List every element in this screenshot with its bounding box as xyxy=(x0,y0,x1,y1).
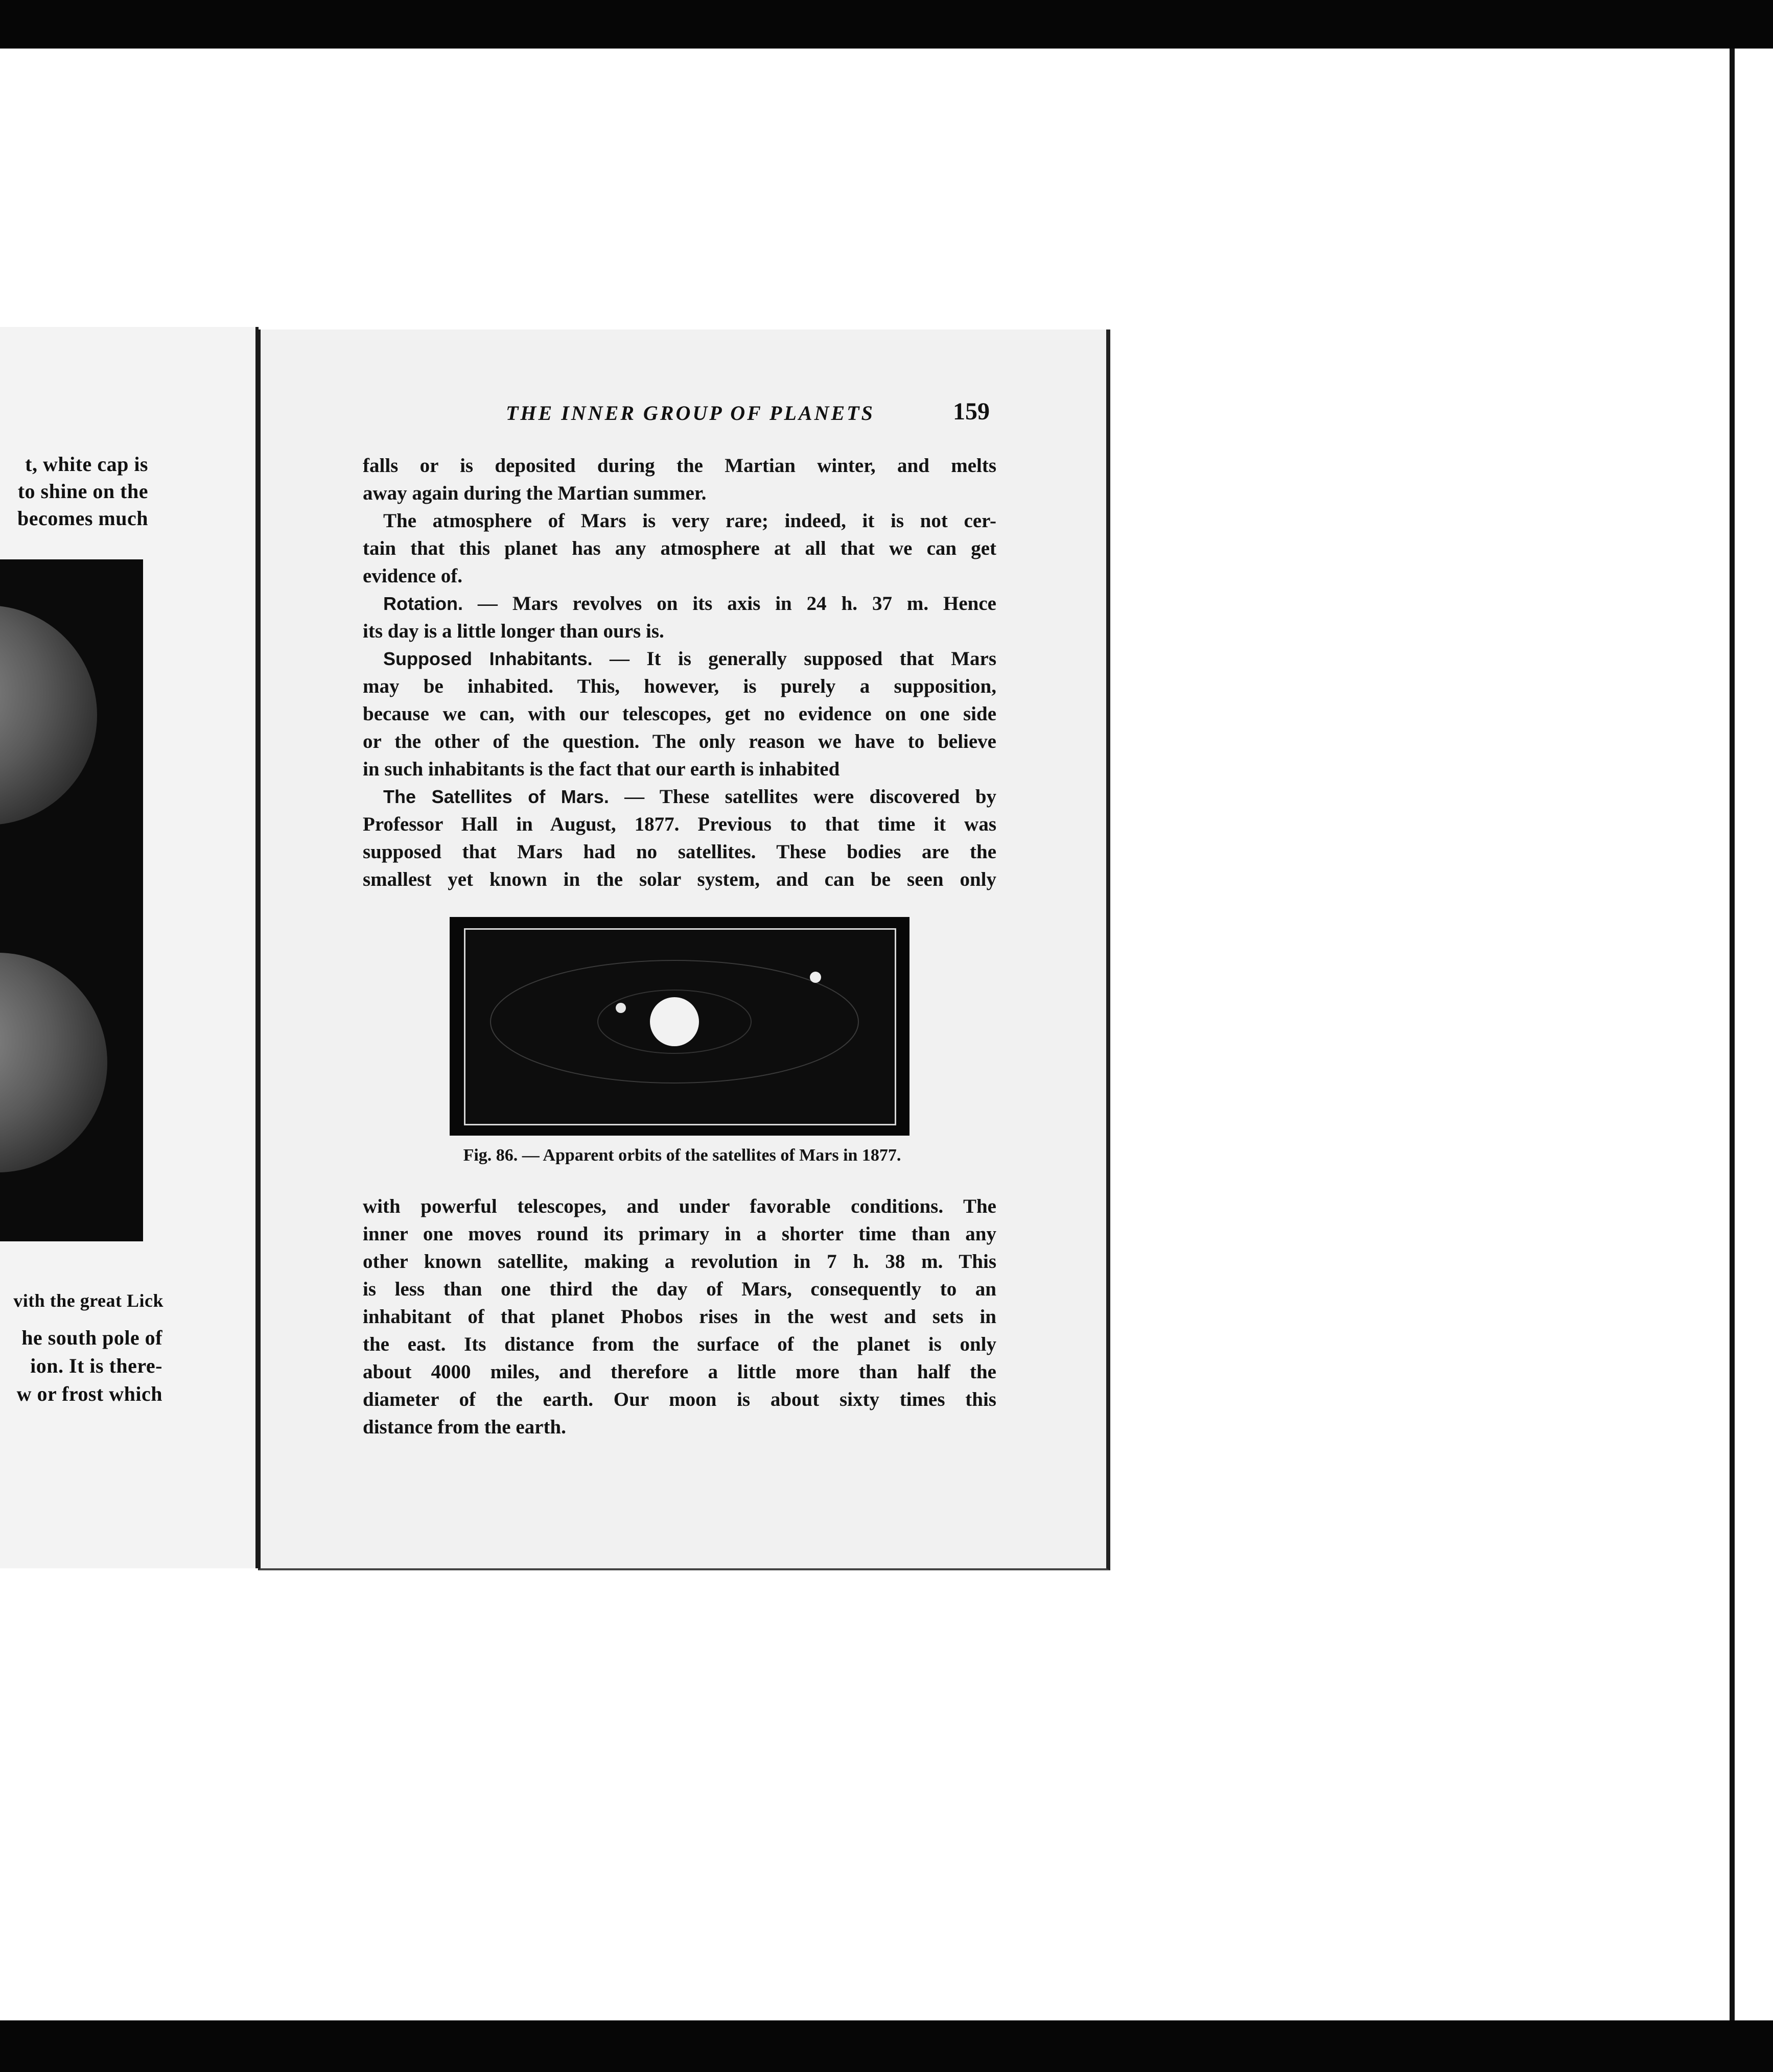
mars-disc-upper xyxy=(0,605,97,825)
text-line: supposed that Mars had no satellites. These bodies are the xyxy=(363,841,996,863)
text-line: is less than one third the day of Mars, consequently to an xyxy=(363,1278,996,1300)
text-line: evidence of. xyxy=(363,565,462,587)
deimos-dot xyxy=(810,972,821,983)
text-line: other known satellite, making a revolution in 7 h. 38 m. This xyxy=(363,1251,996,1273)
text-line: away again during the Martian summer. xyxy=(363,482,707,504)
mars-photographs xyxy=(0,559,143,1241)
scan-top-border xyxy=(0,0,1773,49)
satellites-line: The Satellites of Mars. — These satellites were discovered by xyxy=(383,786,997,808)
text-line: Professor Hall in August, 1877. Previous to that time it was xyxy=(363,813,996,835)
section-heading-rotation: Rotation. xyxy=(383,593,463,614)
text-line: the east. Its distance from the surface of the planet is only xyxy=(363,1333,996,1355)
left-text-line: he south pole of xyxy=(21,1326,162,1349)
left-text-line: to shine on the xyxy=(17,480,148,503)
left-text-line: ion. It is there- xyxy=(30,1354,162,1377)
text-line: inhabitant of that planet Phobos rises in the west and sets in xyxy=(363,1306,996,1328)
figure-orbits xyxy=(450,917,909,1136)
text-line: diameter of the earth. Our moon is about sixty times this xyxy=(363,1388,996,1410)
scan-right-edge xyxy=(1730,49,1735,2020)
text-line: inner one moves round its primary in a shorter time than any xyxy=(363,1223,996,1245)
left-page xyxy=(0,327,259,1568)
text-block-top xyxy=(363,452,996,893)
section-heading-inhabitants: Supposed Inhabitants. xyxy=(383,648,593,669)
text-line: its day is a little longer than ours is. xyxy=(363,620,664,642)
text-line: because we can, with our telescopes, get no evidence on one side xyxy=(363,703,996,725)
mars-disc-lower xyxy=(0,953,107,1172)
text-block-bottom xyxy=(363,1193,996,1441)
left-text-line: becomes much xyxy=(17,507,148,530)
text-line: with powerful telescopes, and under favorable conditions. The xyxy=(363,1195,996,1217)
text-line: distance from the earth. xyxy=(363,1416,566,1438)
left-text-line: t, white cap is xyxy=(25,453,148,476)
left-caption-fragment: vith the great Lick xyxy=(13,1290,164,1311)
text-line: in such inhabitants is the fact that our earth is inhabited xyxy=(363,758,840,780)
text-line: or the other of the question. The only reason we have to believe xyxy=(363,731,996,752)
rotation-line: Rotation. — Mars revolves on its axis in 24 h. 37 m. Hence xyxy=(383,593,996,615)
book-page xyxy=(258,329,1110,1570)
page-number: 159 xyxy=(953,398,990,425)
text-line: tain that this planet has any atmosphere at all that we can get xyxy=(363,537,996,559)
text-line: falls or is deposited during the Martian winter, and melts xyxy=(363,455,996,477)
scan-bottom-border xyxy=(0,2020,1773,2072)
inhabitants-line: Supposed Inhabitants. — It is generally supposed that Mars xyxy=(383,648,996,670)
text-line: may be inhabited. This, however, is purely a supposition, xyxy=(363,675,996,697)
text-line: smallest yet known in the solar system, and can be seen only xyxy=(363,868,996,890)
phobos-dot xyxy=(616,1003,626,1013)
left-text-line: w or frost which xyxy=(16,1382,162,1405)
text-line: The atmosphere of Mars is very rare; indeed, it is not cer- xyxy=(383,510,996,532)
figure-caption: Fig. 86. — Apparent orbits of the satellites of Mars in 1877. xyxy=(463,1146,901,1165)
mars-disc xyxy=(650,997,699,1046)
section-heading-satellites: The Satellites of Mars. xyxy=(383,786,609,807)
text-line: about 4000 miles, and therefore a little more than half the xyxy=(363,1361,996,1383)
running-head: THE INNER GROUP OF PLANETS xyxy=(506,402,875,425)
orbit-diagram xyxy=(450,917,909,1136)
